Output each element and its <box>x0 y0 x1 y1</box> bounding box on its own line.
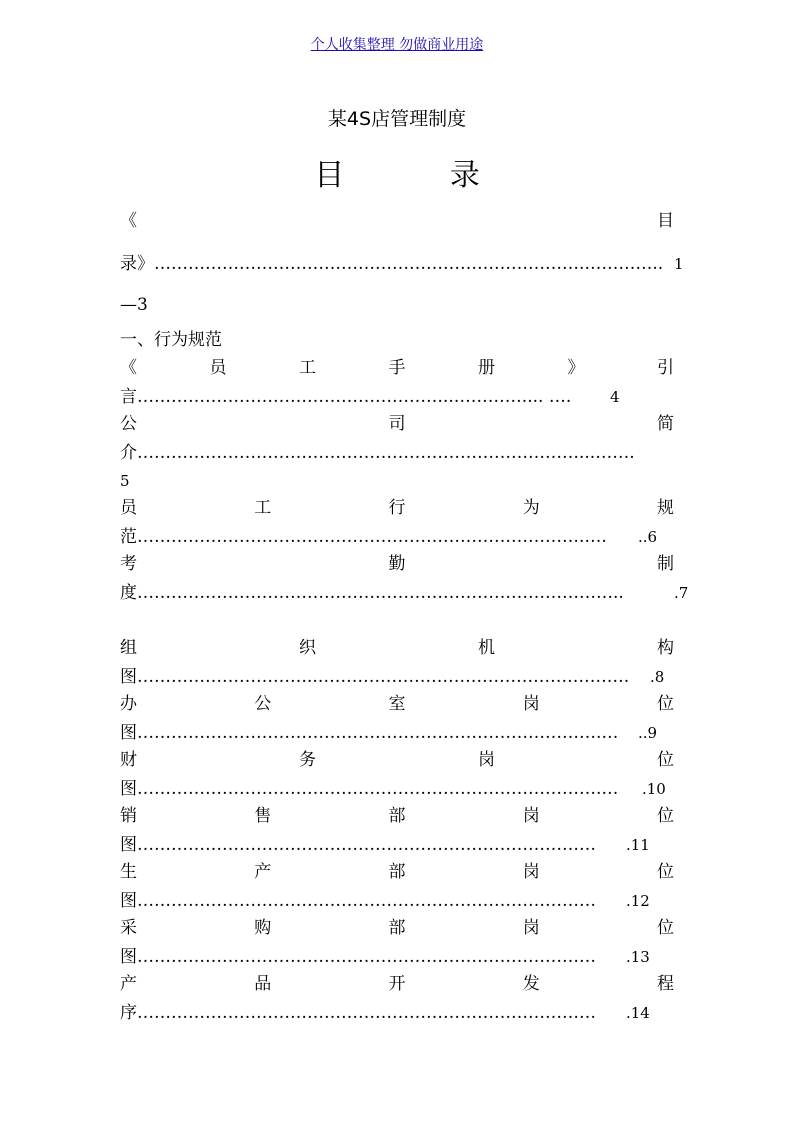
toc-title-char: 《 <box>120 358 137 378</box>
toc-title-char: 位 <box>657 694 674 714</box>
toc-title-char: 部 <box>388 806 406 826</box>
toc-page-number: .12 <box>626 888 650 914</box>
toc-title-end: 言 <box>120 387 137 407</box>
toc-title-end: 图 <box>120 891 137 911</box>
toc-title-char: 考 <box>120 554 137 574</box>
toc-title-end: 图 <box>120 667 137 687</box>
toc-title-char: 位 <box>657 918 674 938</box>
toc-title-end: 录》 <box>120 254 154 274</box>
toc-entry-leader-handbook[interactable] <box>120 384 610 410</box>
toc-entry-title-office[interactable] <box>120 691 674 717</box>
toc-title-char: 位 <box>657 862 674 882</box>
toc-title-char: 岗 <box>522 806 540 826</box>
toc-dot-leader: ………………………………………………………………….………….. <box>154 254 664 274</box>
toc-title-char: 公 <box>254 694 272 714</box>
toc-section-heading: 一、行为规范 <box>120 330 222 350</box>
toc-title-char: 采 <box>120 918 137 938</box>
toc-title-char: 为 <box>522 498 540 518</box>
toc-title-char: 办 <box>120 694 137 714</box>
toc-title-char: 产 <box>120 974 137 994</box>
toc-title-char: 位 <box>657 806 674 826</box>
toc-page-number: .7 <box>674 580 688 606</box>
toc-title-char: 品 <box>254 974 272 994</box>
toc-entry-title-production[interactable] <box>120 859 674 885</box>
toc-title-end: 介 <box>120 443 137 463</box>
toc-page-number: ..6 <box>638 524 657 550</box>
toc-dot-leader: ……………………………………………………………………… <box>137 947 596 967</box>
toc-title-char: 售 <box>254 806 272 826</box>
toc-title-char: 购 <box>254 918 272 938</box>
toc-title-char: 织 <box>299 638 316 658</box>
toc-title-char: 司 <box>388 414 406 434</box>
toc-entry-title-finance[interactable] <box>120 747 674 773</box>
toc-title-char: 岗 <box>478 750 495 770</box>
toc-title-char: 开 <box>388 974 406 994</box>
toc-entry-title-conduct[interactable] <box>120 495 674 521</box>
toc-dot-leader: ……………………………………………………………………… <box>137 891 596 911</box>
toc-title-char: 务 <box>299 750 316 770</box>
toc-title-char: 》 <box>567 358 585 378</box>
toc-entry-leader-company[interactable] <box>120 440 674 466</box>
toc-entry-leader-sales[interactable] <box>120 832 626 858</box>
toc-dot-leader: ……………………………………………………………………… <box>137 1003 596 1023</box>
toc-heading: 目 录 <box>314 158 528 193</box>
toc-title-char: 规 <box>657 498 674 518</box>
toc-title-char: 销 <box>120 806 137 826</box>
toc-title-end: 图 <box>120 723 137 743</box>
toc-title-char: 发 <box>522 974 540 994</box>
toc-entry-leader-org[interactable] <box>120 664 650 690</box>
toc-title-char: 位 <box>657 750 674 770</box>
toc-title-end: 图 <box>120 947 137 967</box>
toc-entry-leader-purchase[interactable] <box>120 944 626 970</box>
toc-title-char: 简 <box>657 414 674 434</box>
toc-entry-leader-conduct[interactable] <box>120 524 638 550</box>
toc-dot-leader: ……………………………………………………………………….… <box>137 723 619 743</box>
toc-title-char: 部 <box>388 918 406 938</box>
toc-title-char: 岗 <box>522 918 540 938</box>
toc-title-char: 部 <box>388 862 406 882</box>
toc-page-number: .10 <box>642 776 666 802</box>
toc-entry-title-org[interactable] <box>120 635 674 661</box>
toc-dot-leader: ……………………………………………………………………….… <box>137 779 619 799</box>
toc-page-number: .8 <box>650 664 664 690</box>
toc-title-char: 生 <box>120 862 137 882</box>
toc-title-end: 范 <box>120 527 137 547</box>
toc-title-char: 工 <box>254 498 272 518</box>
toc-page-number: .14 <box>626 1000 650 1026</box>
toc-entry-leader-production[interactable] <box>120 888 626 914</box>
toc-title-end: 度 <box>120 583 137 603</box>
toc-page-number: 5 <box>120 472 130 490</box>
toc-entry-leader-attendance[interactable] <box>120 580 674 606</box>
toc-title-char: 工 <box>299 358 316 378</box>
toc-page-number: ..9 <box>638 720 657 746</box>
toc-title-end: 图 <box>120 835 137 855</box>
toc-title-char: 组 <box>120 638 137 658</box>
toc-entry-leader-toc[interactable] <box>120 251 674 277</box>
toc-title-char: 产 <box>254 862 272 882</box>
toc-dot-leader: ………………………………………………..………….... …. <box>137 387 572 407</box>
document-title: 某4S店管理制度 <box>327 108 467 130</box>
toc-entry-leader-finance[interactable] <box>120 776 642 802</box>
toc-title-char: 员 <box>209 358 227 378</box>
toc-title-char: 行 <box>388 498 406 518</box>
toc-title-end: 图 <box>120 779 137 799</box>
toc-title-char: 财 <box>120 750 137 770</box>
toc-page-range: —3 <box>120 295 148 315</box>
toc-title-char: 制 <box>657 554 674 574</box>
toc-title-char: 岗 <box>522 694 540 714</box>
toc-title-char: 构 <box>657 638 674 658</box>
toc-entry-title-sales[interactable] <box>120 803 674 829</box>
toc-title-char: 目 <box>657 211 674 231</box>
toc-entry-title-toc[interactable] <box>120 208 674 234</box>
toc-page-number: .11 <box>626 832 650 858</box>
toc-dot-leader: ………………………………………………………………………….. <box>137 583 624 603</box>
toc-page-number: 1 <box>674 251 684 277</box>
toc-title-char: 公 <box>120 414 137 434</box>
toc-entry-leader-product[interactable] <box>120 1000 626 1026</box>
toc-title-char: 员 <box>120 498 137 518</box>
header-link[interactable]: 个人收集整理 勿做商业用途 <box>310 37 484 53</box>
toc-title-char: 程 <box>657 974 674 994</box>
toc-title-char: 机 <box>478 638 495 658</box>
toc-entry-title-attendance[interactable] <box>120 551 674 577</box>
toc-dot-leader: ……………………………………………………………………...……. <box>137 443 635 463</box>
toc-entry-title-product[interactable] <box>120 971 674 997</box>
toc-entry-title-purchase[interactable] <box>120 915 674 941</box>
toc-page-number: 4 <box>610 384 620 410</box>
toc-page-number: .13 <box>626 944 650 970</box>
toc-title-char: 《 <box>120 211 137 231</box>
toc-entry-title-company[interactable] <box>120 411 674 437</box>
toc-title-char: 手 <box>388 358 406 378</box>
toc-entry-leader-office[interactable] <box>120 720 638 746</box>
toc-entry-title-handbook[interactable] <box>120 355 674 381</box>
toc-title-char: 册 <box>478 358 495 378</box>
toc-title-char: 岗 <box>522 862 540 882</box>
toc-dot-leader: …………………………………………………………………….…. <box>137 527 607 547</box>
toc-title-char: 室 <box>388 694 406 714</box>
toc-title-end: 序 <box>120 1003 137 1023</box>
toc-dot-leader: ……………………………………………………………………… <box>137 835 596 855</box>
toc-title-char: 引 <box>657 358 674 378</box>
toc-title-char: 勤 <box>388 554 406 574</box>
toc-dot-leader: …………………………..………………………………………………. <box>137 667 630 687</box>
